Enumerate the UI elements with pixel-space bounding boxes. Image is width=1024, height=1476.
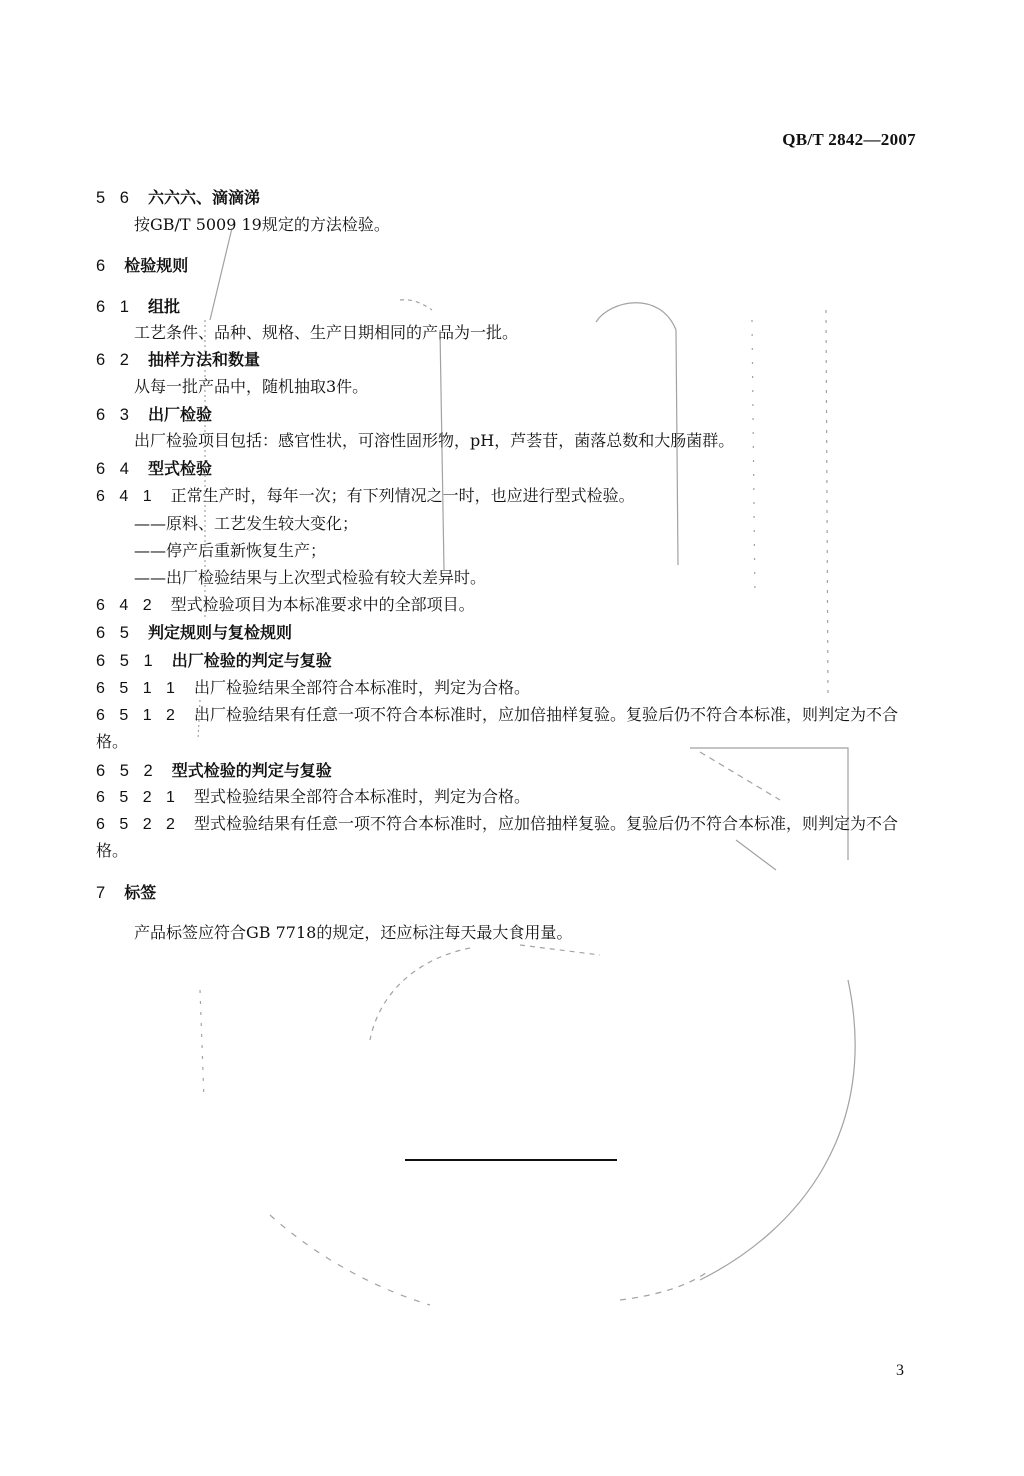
section-number: 5 6	[96, 189, 134, 207]
section-6-3-body: 出厂检验项目包括：感官性状，可溶性固形物，pH，芦荟苷，菌落总数和大肠菌群。	[134, 431, 735, 450]
section-text: 型式检验结果有任意一项不符合本标准时，应加倍抽样复验。复验后仍不符合本标准，则判定为不合格。	[96, 814, 898, 860]
section-title: 判定规则与复检规则	[147, 623, 292, 642]
section-text: 型式检验结果全部符合本标准时，判定为合格。	[193, 787, 530, 806]
section-6-2-body: 从每一批产品中，随机抽取3件。	[134, 377, 369, 396]
section-7-body: 产品标签应符合GB 7718的规定，还应标注每天最大食用量。	[134, 923, 573, 942]
section-6-5-heading	[96, 620, 924, 646]
section-number: 6 4 1	[96, 488, 157, 505]
section-title: 抽样方法和数量	[147, 350, 260, 369]
section-text: 出厂检验结果有任意一项不符合本标准时，应加倍抽样复验。复验后仍不符合本标准，则判定为不合格。	[96, 705, 898, 751]
section-6-5-2-2	[96, 811, 924, 864]
section-number: 6 5 2 1	[96, 789, 180, 806]
section-title: 出厂检验的判定与复验	[171, 651, 332, 670]
section-number: 6 1	[96, 298, 134, 316]
list-item: ——停产后重新恢复生产；	[134, 541, 327, 560]
section-6-5-2-heading	[96, 758, 924, 784]
section-number: 6 5 1 2	[96, 707, 180, 724]
section-title: 标签	[124, 883, 157, 902]
section-6-5-1-2	[96, 702, 924, 755]
section-title: 六六六、滴滴涕	[147, 188, 260, 207]
section-6-4-2	[96, 592, 924, 619]
section-number: 6 4 2	[96, 597, 157, 614]
section-title: 型式检验	[147, 459, 212, 478]
section-number: 6 3	[96, 406, 134, 424]
section-number: 7	[96, 884, 111, 902]
section-6-4-heading	[96, 456, 924, 482]
section-number: 6	[96, 257, 111, 275]
section-6-3-heading	[96, 402, 924, 428]
list-item: ——出厂检验结果与上次型式检验有较大差异时。	[134, 568, 487, 587]
section-number: 6 5	[96, 624, 134, 642]
section-6-1-body: 工艺条件、品种、规格、生产日期相同的产品为一批。	[134, 323, 519, 342]
section-text: 出厂检验结果全部符合本标准时，判定为合格。	[193, 678, 530, 697]
section-6-1-heading	[96, 294, 924, 320]
end-rule	[405, 1159, 617, 1161]
standard-code: QB/T 2842—2007	[782, 130, 916, 149]
section-6-5-1-heading	[96, 648, 924, 674]
section-number: 6 4	[96, 460, 134, 478]
list-item: ——原料、工艺发生较大变化；	[134, 514, 359, 533]
section-6-5-2-1	[96, 784, 924, 811]
section-number: 6 5 2	[96, 762, 158, 780]
section-number: 6 5 1	[96, 652, 158, 670]
section-number: 6 5 2 2	[96, 816, 180, 833]
section-6-2-heading	[96, 347, 924, 373]
section-title: 组批	[147, 297, 180, 316]
section-text: 正常生产时，每年一次；有下列情况之一时，也应进行型式检验。	[170, 486, 635, 505]
section-5-6-heading	[96, 185, 924, 211]
section-6-5-1-1	[96, 675, 924, 702]
section-6-4-1	[96, 483, 924, 510]
section-number: 6 5 1 1	[96, 680, 180, 697]
section-title: 出厂检验	[147, 405, 212, 424]
section-5-6-body: 按GB/T 5009 19规定的方法检验。	[134, 215, 390, 234]
page-number: 3	[896, 1362, 904, 1379]
section-text: 型式检验项目为本标准要求中的全部项目。	[170, 595, 475, 614]
section-number: 6 2	[96, 351, 134, 369]
section-7-heading	[96, 880, 924, 906]
section-title: 检验规则	[124, 256, 189, 275]
section-6-heading	[96, 253, 924, 279]
section-title: 型式检验的判定与复验	[171, 761, 332, 780]
